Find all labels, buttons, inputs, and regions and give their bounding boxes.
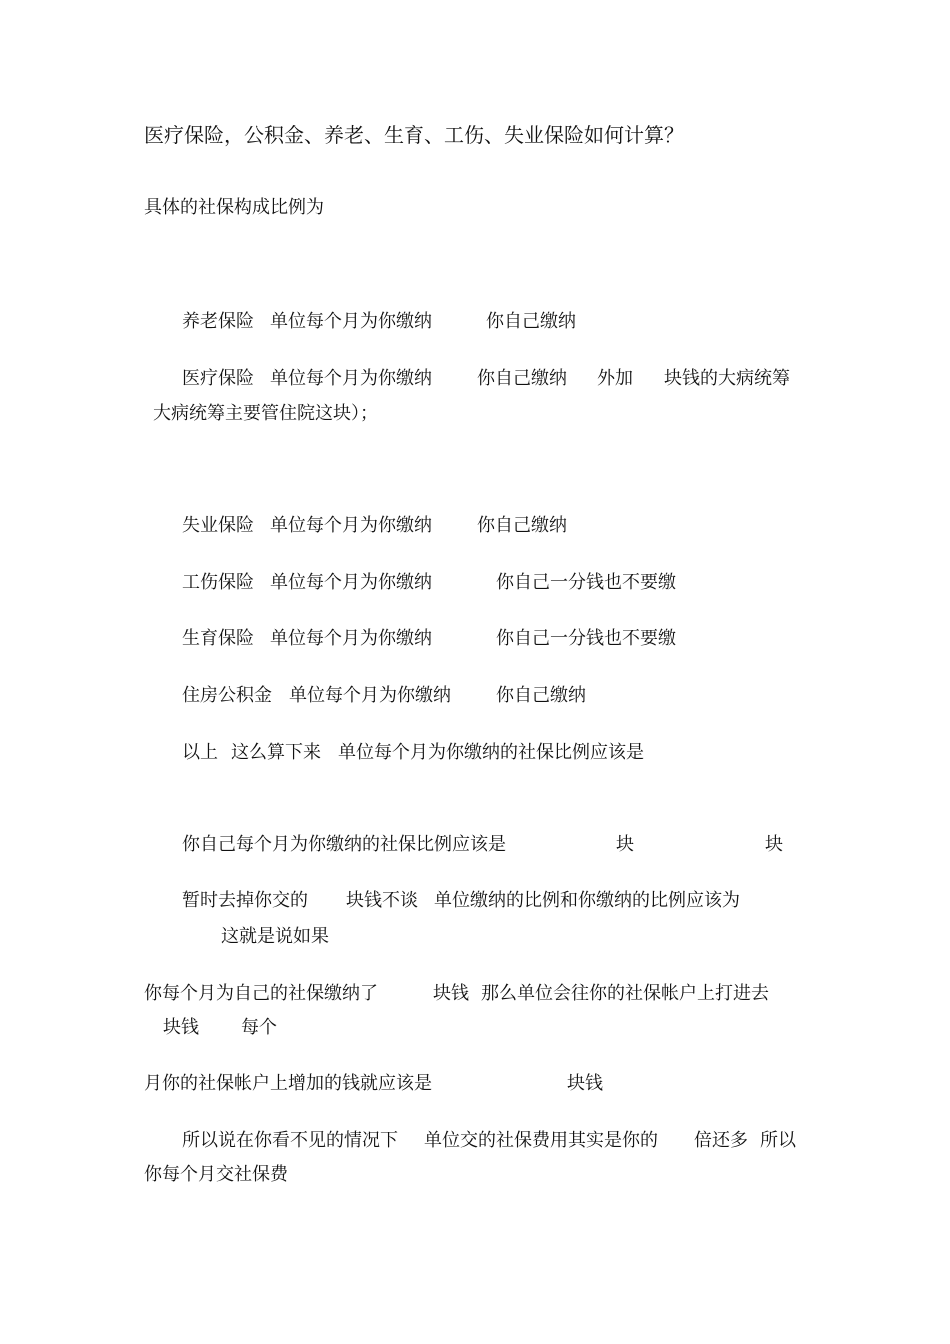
medical-extra-tail: 块钱的大病统筹 bbox=[664, 368, 790, 389]
maternity-name: 生育保险 bbox=[182, 628, 254, 649]
summary-line4-b: 块钱 bbox=[433, 983, 469, 1004]
housing-self: 你自己缴纳 bbox=[496, 685, 586, 706]
summary-line5-a: 月你的社保帐户上增加的钱就应该是 bbox=[144, 1073, 432, 1094]
summary-line4-d: 块钱 bbox=[163, 1017, 199, 1038]
summary-line3-a: 暂时去掉你交的 bbox=[182, 890, 308, 911]
summary-line2-c: 块 bbox=[765, 834, 783, 855]
maternity-self: 你自己一分钱也不要缴 bbox=[496, 628, 676, 649]
summary-line2-b: 块 bbox=[616, 834, 634, 855]
medical-note: 大病统筹主要管住院这块）； bbox=[153, 403, 378, 424]
intro-text: 具体的社保构成比例为 bbox=[144, 197, 324, 218]
unemployment-self: 你自己缴纳 bbox=[477, 515, 567, 536]
pension-self: 你自己缴纳 bbox=[486, 311, 576, 332]
summary-line4-e: 每个 bbox=[241, 1017, 277, 1038]
summary-line6-e: 你每个月交社保费 bbox=[144, 1164, 288, 1185]
summary-line4-a: 你每个月为自己的社保缴纳了 bbox=[144, 983, 378, 1004]
summary-line3-d: 这就是说如果 bbox=[221, 926, 329, 947]
summary-line1-b: 这么算下来 bbox=[231, 742, 321, 763]
housing-name: 住房公积金 bbox=[182, 685, 272, 706]
medical-self: 你自己缴纳 bbox=[477, 368, 567, 389]
summary-line3-c: 单位缴纳的比例和你缴纳的比例应该为 bbox=[434, 890, 740, 911]
injury-unit: 单位每个月为你缴纳 bbox=[270, 572, 432, 593]
summary-line6-d: 所以 bbox=[760, 1130, 796, 1151]
unemployment-unit: 单位每个月为你缴纳 bbox=[270, 515, 432, 536]
maternity-unit: 单位每个月为你缴纳 bbox=[270, 628, 432, 649]
housing-unit: 单位每个月为你缴纳 bbox=[289, 685, 451, 706]
summary-line2-a: 你自己每个月为你缴纳的社保比例应该是 bbox=[182, 834, 506, 855]
summary-line4-c: 那么单位会往你的社保帐户上打进去 bbox=[481, 983, 769, 1004]
summary-line5-b: 块钱 bbox=[567, 1073, 603, 1094]
medical-extra: 外加 bbox=[597, 368, 633, 389]
summary-line6-a: 所以说在你看不见的情况下 bbox=[182, 1130, 398, 1151]
pension-name: 养老保险 bbox=[182, 311, 254, 332]
medical-unit: 单位每个月为你缴纳 bbox=[270, 368, 432, 389]
unemployment-name: 失业保险 bbox=[182, 515, 254, 536]
summary-line1-a: 以上 bbox=[182, 742, 218, 763]
summary-line3-b: 块钱不谈 bbox=[346, 890, 418, 911]
summary-line1-c: 单位每个月为你缴纳的社保比例应该是 bbox=[338, 742, 644, 763]
page-title: 医疗保险，公积金、养老、生育、工伤、失业保险如何计算？ bbox=[144, 123, 684, 147]
injury-self: 你自己一分钱也不要缴 bbox=[496, 572, 676, 593]
injury-name: 工伤保险 bbox=[182, 572, 254, 593]
summary-line6-b: 单位交的社保费用其实是你的 bbox=[424, 1130, 658, 1151]
pension-unit: 单位每个月为你缴纳 bbox=[270, 311, 432, 332]
medical-name: 医疗保险 bbox=[182, 368, 254, 389]
summary-line6-c: 倍还多 bbox=[694, 1130, 748, 1151]
